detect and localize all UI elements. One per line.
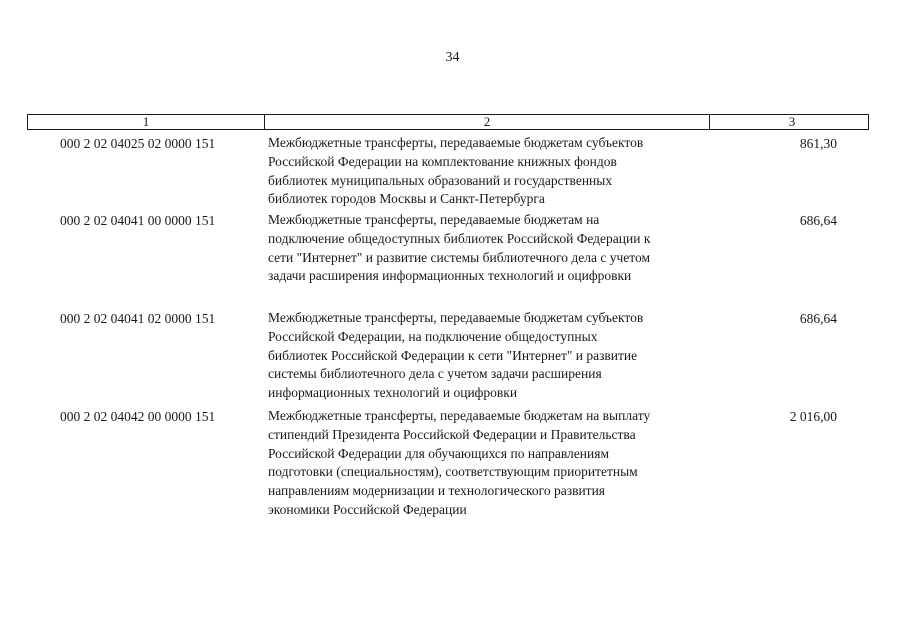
transfer-description: Межбюджетные трансферты, передаваемые бюджетам на подключение общедоступных библиотек Российской Федерации к сети "Интернет" и развитие системы библиотечного дела с учетом задачи расширения информационных технологий и оцифровки bbox=[268, 212, 651, 284]
transfer-description: Межбюджетные трансферты, передаваемые бюджетам субъектов Российской Федерации на комплектование книжных фондов библиотек муниципальных образований и государственных библиотек городов Москвы и Санкт-Петербурга bbox=[268, 135, 644, 207]
budget-code: 000 2 02 04042 00 0000 151 bbox=[60, 409, 216, 424]
amount-value: 2 016,00 bbox=[789, 409, 837, 424]
budget-code: 000 2 02 04041 00 0000 151 bbox=[60, 213, 216, 228]
amount-value: 861,30 bbox=[799, 136, 837, 151]
column-header-1: 1 bbox=[28, 115, 265, 129]
table-header bbox=[27, 114, 869, 130]
transfer-description: Межбюджетные трансферты, передаваемые бюджетам субъектов Российской Федерации, на подключение общедоступных библиотек Российской Федерации к сети "Интернет" и развитие системы библиотечного дела с учетом задачи расширения информационных технологий и оцифровки bbox=[268, 310, 644, 401]
transfer-description: Межбюджетные трансферты, передаваемые бюджетам на выплату стипендий Президента Российской Федерации и Правительства Российской Федерации для обучающихся по направлениям подготовки (специальностям), соответствующим приоритетным направлениям модернизации и технологического развития экономики Российской Федерации bbox=[268, 408, 651, 517]
column-header-3: 3 bbox=[788, 114, 796, 129]
budget-code: 000 2 02 04041 02 0000 151 bbox=[60, 311, 216, 326]
column-header-2: 2 bbox=[265, 115, 710, 129]
amount-value: 686,64 bbox=[799, 213, 837, 228]
amount-value: 686,64 bbox=[799, 311, 837, 326]
page-number: 34 bbox=[445, 50, 460, 65]
budget-code: 000 2 02 04025 02 0000 151 bbox=[60, 136, 216, 151]
